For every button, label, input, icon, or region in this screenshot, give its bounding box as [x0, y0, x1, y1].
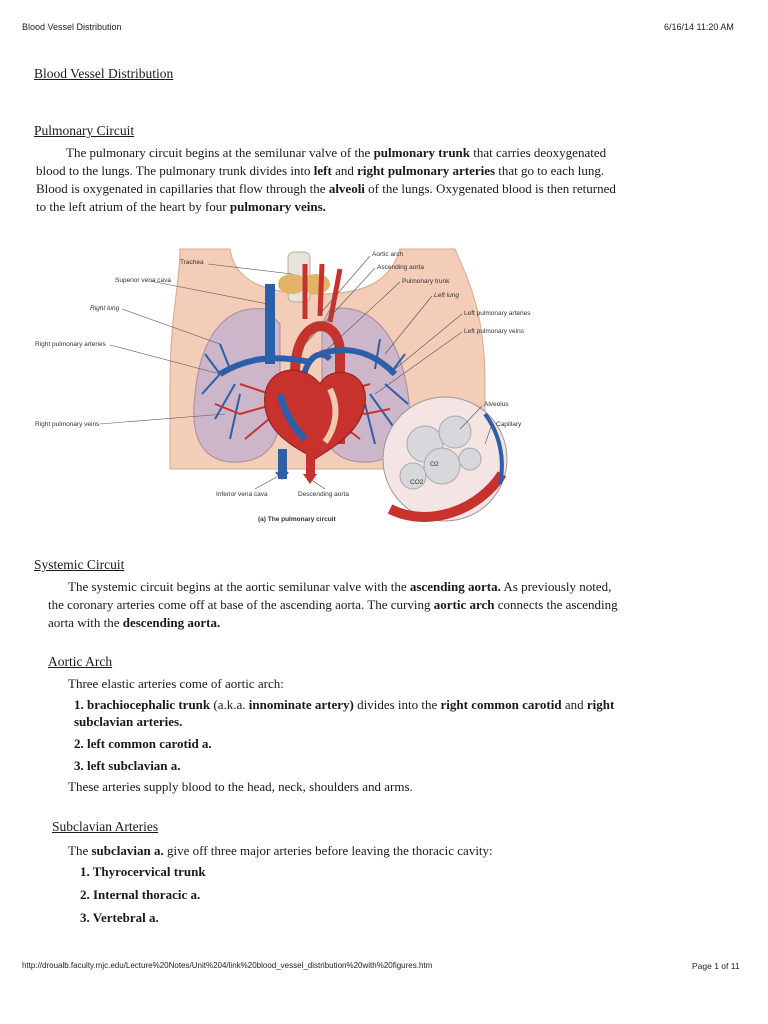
label-co2: CO2 — [410, 479, 424, 486]
subclavian-item-3: 3. Vertebral a. — [80, 910, 159, 925]
label-left-pulm-arteries: Left pulmonary arteries — [464, 310, 531, 317]
aortic-arch-item-2: 2. left common carotid a. — [74, 736, 212, 751]
subclavian-heading: Subclavian Arteries — [52, 819, 159, 834]
page-title: Blood Vessel Distribution — [34, 66, 174, 81]
systemic-paragraph: The systemic circuit begins at the aortic semilunar valve with the ascending aorta. As previously noted, the coronary arteries come off at base of the ascending aorta. The curving aortic arch connects the ascending aorta with the descending aorta. — [48, 579, 618, 630]
pulmonary-circuit-figure — [30, 244, 540, 534]
header-datetime: 6/16/14 11:20 AM — [664, 22, 734, 32]
alveolus-inset — [383, 397, 507, 521]
label-trachea: Trachea — [180, 259, 204, 266]
pulmonary-circuit-illustration — [30, 244, 540, 534]
label-right-lung: Right lung — [90, 305, 120, 312]
header-doc-title: Blood Vessel Distribution — [22, 22, 122, 32]
label-pulmonary-trunk: Pulmonary trunk — [402, 278, 450, 285]
aortic-arch-outro: These arteries supply blood to the head, neck, shoulders and arms. — [68, 779, 413, 794]
label-right-pulm-arteries: Right pulmonary arteries — [35, 341, 106, 348]
pulmonary-heading: Pulmonary Circuit — [34, 123, 135, 138]
label-left-pulm-veins: Left pulmonary veins — [464, 328, 524, 335]
aortic-arch-item-3: 3. left subclavian a. — [74, 758, 181, 773]
label-svc: Superior vena cava — [115, 277, 172, 284]
footer-page-number: Page 1 of 11 — [692, 961, 740, 971]
subclavian-item-1: 1. Thyrocervical trunk — [80, 864, 206, 879]
label-left-lung: Left lung — [434, 292, 459, 299]
aortic-arch-intro: Three elastic arteries come of aortic arch: — [68, 676, 284, 691]
aortic-arch-item-1: 1. brachiocephalic trunk (a.k.a. innominate artery) divides into the right common carotid and right subclavian arteries. — [74, 697, 615, 729]
descending-aorta — [306, 449, 315, 477]
aortic-arch-heading: Aortic Arch — [48, 654, 113, 669]
footer-url: http://droualb.faculty.mjc.edu/Lecture%20Notes/Unit%204/link%20blood_vessel_distribution%20with%20figures.htm — [22, 961, 433, 970]
thyroid — [278, 274, 306, 294]
subclavian-intro: The subclavian a. give off three major arteries before leaving the thoracic cavity: — [68, 843, 493, 858]
label-right-pulm-veins: Right pulmonary veins — [35, 421, 100, 428]
systemic-heading: Systemic Circuit — [34, 557, 125, 572]
figure-caption: (a) The pulmonary circuit — [258, 516, 336, 523]
label-o2: O2 — [430, 461, 439, 468]
label-capillary: Capillary — [496, 421, 522, 428]
label-ascending-aorta: Ascending aorta — [377, 264, 424, 271]
subclavian-item-2: 2. Internal thoracic a. — [80, 887, 201, 902]
pulmonary-paragraph: The pulmonary circuit begins at the semilunar valve of the pulmonary trunk that carries deoxygenated blood to the lungs. The pulmonary trunk divides into left and right pulmonary arteries that go to each lung. Blood is oxygenated in capillaries that flow through the alveoli of the lungs. Oxygenated blood is then returned to the left atrium of the heart by four pulmonary veins. — [36, 145, 616, 214]
label-descending-aorta: Descending aorta — [298, 491, 349, 498]
label-ivc: Inferior vena cava — [216, 491, 268, 498]
label-aortic-arch: Aortic arch — [372, 251, 404, 258]
label-alveolus: Alveolus — [484, 401, 509, 408]
